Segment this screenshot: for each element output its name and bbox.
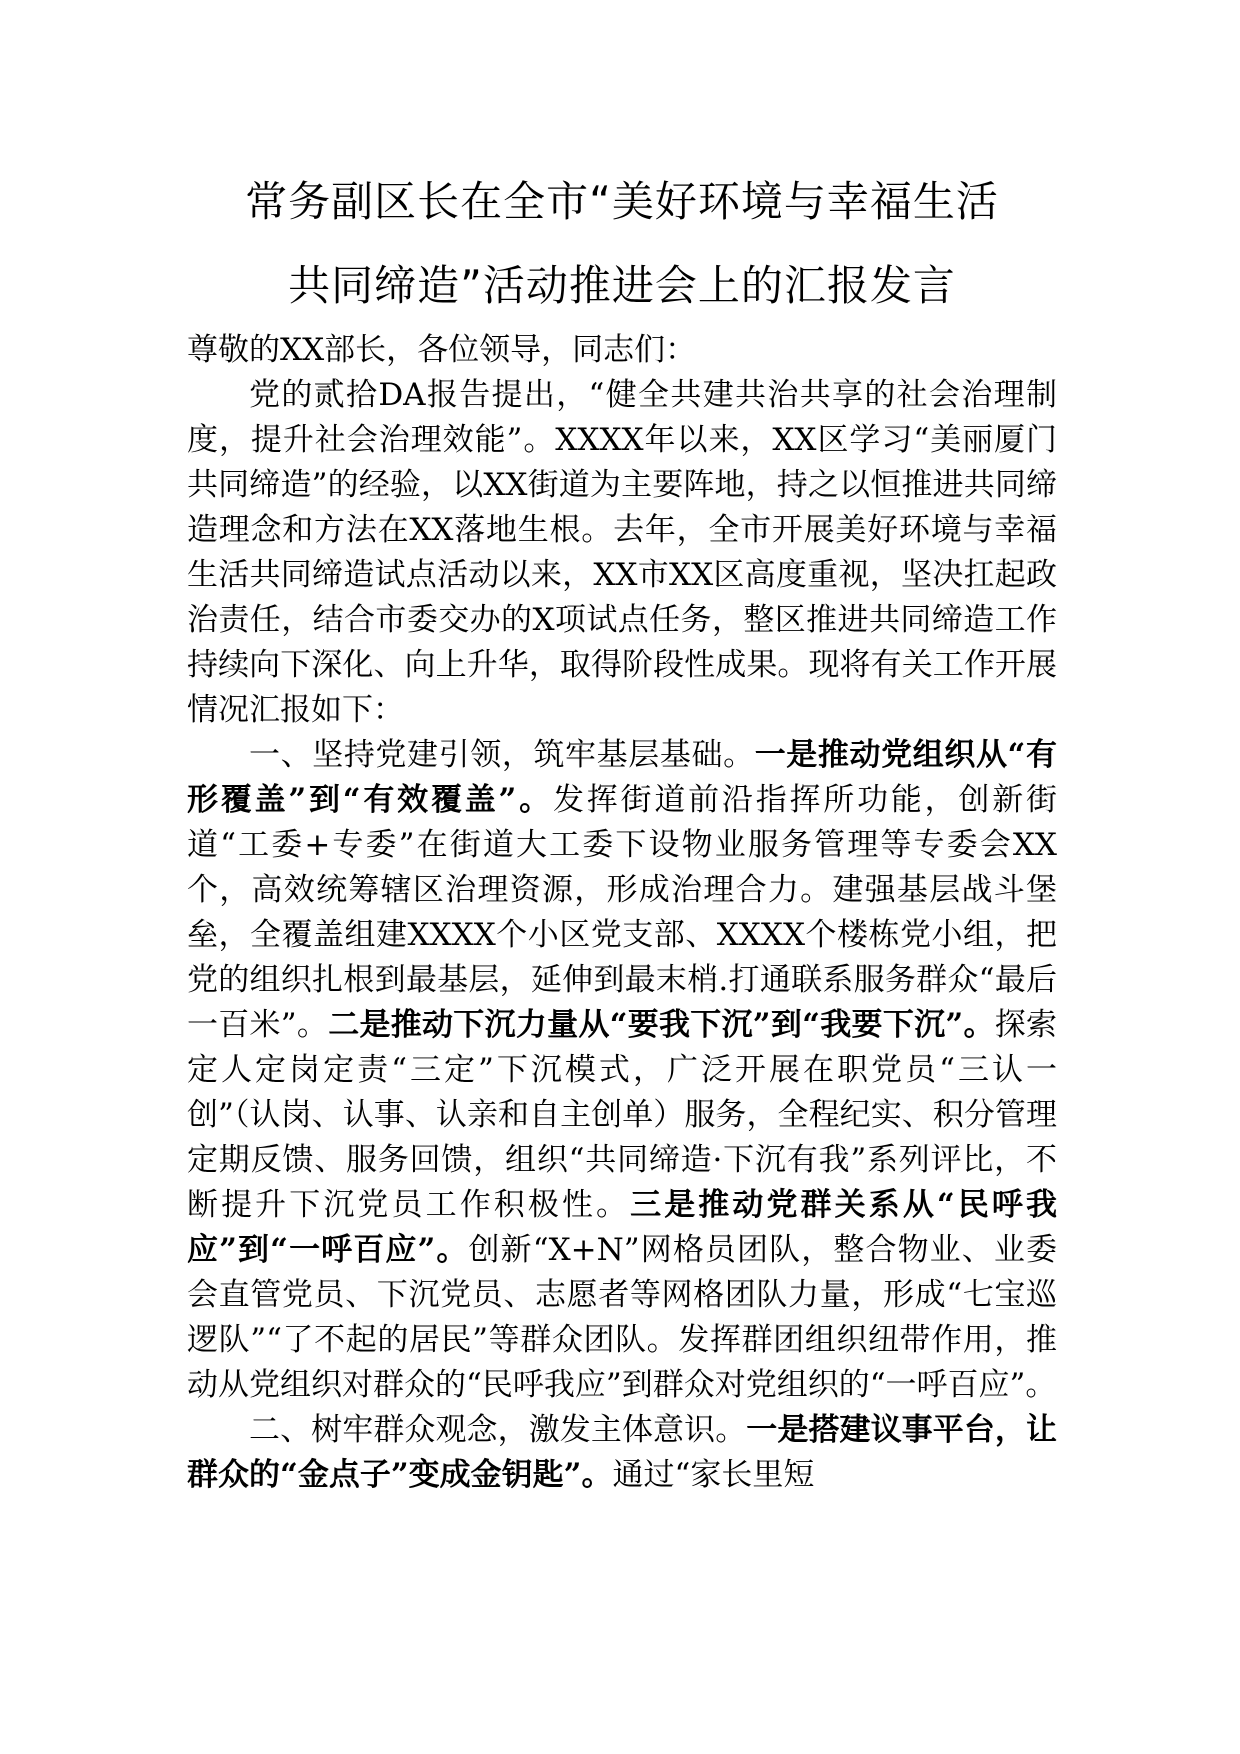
section-1-point-1-heading: 一是推动党组织从“有形覆盖”到“有效覆盖”。 xyxy=(187,737,1057,818)
section-1-point-2-text: 探索定人定岗定责“三定”下沉模式，广泛开展在职党员“三认一创”（认岗、认事、认亲和自主创单）服务，全程纪实、积分管理定期反馈、服务回馈，组织“共同缔造·下沉有我”系列评比，不断提升下沉党员工作积极性。 xyxy=(187,1007,1058,1223)
section-1-paragraph xyxy=(187,733,1057,1408)
section-1-point-2-heading: 二是推动下沉力量从“要我下沉”到“我要下沉”。 xyxy=(328,1007,995,1043)
section-2-heading: 二、树牢群众观念，激发主体意识。 xyxy=(249,1412,747,1448)
document-title xyxy=(187,160,1057,328)
title-line-1: 常务副区长在全市“美好环境与幸福生活 xyxy=(245,177,999,226)
section-1-heading: 一、坚持党建引领，筑牢基层基础。 xyxy=(249,737,755,773)
document-page xyxy=(187,160,1057,1498)
section-2-paragraph xyxy=(187,1408,1057,1498)
section-2-point-1-heading: 一是搭建议事平台，让群众的“金点子”变成金钥匙”。 xyxy=(187,1412,1058,1493)
section-1-point-1-text: 发挥街道前沿指挥所功能，创新街道“工委+专委”在街道大工委下设物业服务管理等专委会XX个，高效统筹辖区治理资源，形成治理合力。建强基层战斗堡垒，全覆盖组建XXXX个小区党支部、XXXX个楼栋党小组，把党的组织扎根到最基层，延伸到最末梢.打通联系服务群众“最后一百米”。 xyxy=(187,782,1058,1043)
salutation: 尊敬的XX部长，各位领导，同志们： xyxy=(187,332,697,368)
section-1-point-3-heading: 三是推动党群关系从“民呼我应”到“一呼百应”。 xyxy=(187,1187,1057,1268)
title-line-2: 共同缔造”活动推进会上的汇报发言 xyxy=(288,261,956,310)
document-body xyxy=(187,328,1057,1498)
section-1-point-3-text: 创新“X+N”网格员团队，整合物业、业委会直管党员、下沉党员、志愿者等网格团队力量，形成“七宝巡逻队”“了不起的居民”等群众团队。发挥群团组织纽带作用，推动从党组织对群众的“民呼我应”到群众对党组织的“一呼百应”。 xyxy=(187,1232,1057,1403)
section-2-point-1-text: 通过“家长里短 xyxy=(612,1457,815,1493)
intro-paragraph: 党的贰拾DA报告提出，“健全共建共治共享的社会治理制度，提升社会治理效能”。XXXX年以来，XX区学习“美丽厦门共同缔造”的经验，以XX街道为主要阵地，持之以恒推进共同缔造理念和方法在XX落地生根。去年，全市开展美好环境与幸福生活共同缔造试点活动以来，XX市XX区高度重视，坚决扛起政治责任，结合市委交办的X项试点任务，整区推进共同缔造工作持续向下深化、向上升华，取得阶段性成果。现将有关工作开展情况汇报如下： xyxy=(187,377,1057,728)
